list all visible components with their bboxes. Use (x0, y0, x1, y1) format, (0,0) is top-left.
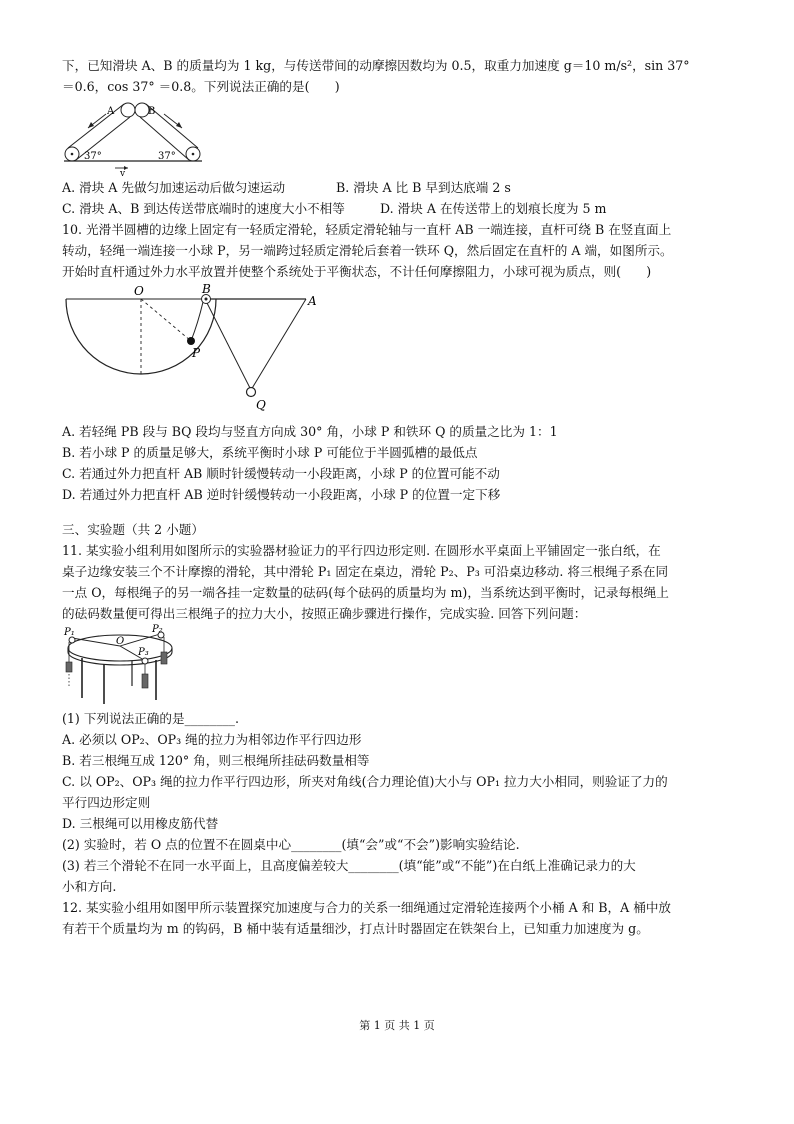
ring-q (247, 388, 256, 397)
label-p3: P₃ (138, 647, 149, 658)
q11-sub-3-line-1: (3) 若三个滑轮不在同一水平面上，且高度偏差较大________(填“能”或“不能”)在白纸上准确记录力的大 (62, 858, 636, 873)
ball-p (187, 337, 195, 345)
q9-stem-line-1: 下，已知滑块 A、B 的质量均为 1 kg，与传送带间的动摩擦因数均为 0.5，取重力加速度 g＝10 m/s²，sin 37° (62, 58, 690, 73)
q11-sub-3-line-2: 小和方向. (62, 879, 117, 894)
q10-stem-line-1: 10. 光滑半圆槽的边缘上固定有一轻质定滑轮，轻质定滑轮轴与一直杆 AB 一端连接，直杆可绕 B 在竖直面上 (62, 222, 672, 237)
q10-stem-line-3: 开始时直杆通过外力水平放置并使整个系统处于平衡状态，不计任何摩擦阻力，小球可视为质点，则( ) (62, 264, 652, 279)
q11-option-a: A. 必须以 OP₂、OP₃ 绳的拉力为相邻边作平行四边形 (62, 732, 362, 747)
angle-left-label: 37° (84, 151, 102, 162)
page-footer: 第 1 页 共 1 页 (359, 1019, 435, 1032)
q9-option-c: C. 滑块 A、B 到达传送带底端时的速度大小不相等 (62, 201, 345, 216)
pulley-p3 (142, 658, 148, 664)
label-p1: P₁ (64, 627, 75, 638)
q12-stem-line-1: 12. 某实验小组用如图甲所示装置探究加速度与合力的关系一细绳通过定滑轮连接两个小桶 A 和 B，A 桶中放 (62, 900, 672, 915)
q10-option-c: C. 若通过外力把直杆 AB 顺时针缓慢转动一小段距离，小球 P 的位置可能不动 (62, 466, 500, 481)
q11-option-c-line-1: C. 以 OP₂、OP₃ 绳的拉力作平行四边形，所夹对角线(合力理论值)大小与 OP₁ 拉力大小相同，则验证了力的 (62, 774, 668, 789)
q11-option-d: D. 三根绳可以用橡皮筋代替 (62, 816, 219, 831)
label-o: O (116, 636, 125, 647)
rope-pb (191, 302, 203, 341)
q12-stem-line-2: 有若干个质量均为 m 的钩码，B 桶中装有适量细沙，打点计时器固定在铁架台上，已知重力加速度为 g。 (62, 921, 649, 936)
q9-conveyor-figure (60, 98, 210, 176)
q9-option-d: D. 滑块 A 在传送带上的划痕长度为 5 m (380, 201, 607, 216)
q11-option-b: B. 若三根绳互成 120° 角，则三根绳所挂砝码数量相等 (62, 753, 370, 768)
label-p: P (192, 346, 201, 360)
q10-semicircle-figure (60, 283, 330, 415)
left-belt-upper (68, 104, 124, 148)
q9-stem-line-2: ＝0.6，cos 37° ＝0.8。下列说法正确的是( ) (62, 79, 340, 94)
label-p2: P₂ (152, 624, 163, 635)
q10-option-b: B. 若小球 P 的质量足够大，系统平衡时小球 P 可能位于半圆弧槽的最低点 (62, 445, 478, 460)
q11-table-figure (60, 624, 180, 706)
velocity-label: v (120, 169, 126, 176)
q11-sub-1: (1) 下列说法正确的是________. (62, 711, 239, 726)
q11-option-c-line-2: 平行四边形定则 (62, 795, 151, 810)
label-o: O (134, 284, 144, 298)
label-a: A (308, 294, 317, 308)
q9-option-a: A. 滑块 A 先做匀加速运动后做匀速运动 (62, 180, 286, 195)
rope-qa (251, 299, 306, 390)
weights-p2 (161, 652, 167, 664)
radius-dashed-line (141, 299, 191, 341)
rope-bq (206, 301, 251, 390)
q11-stem-line-3: 一点 O，每根绳子的另一端各挂一定数量的砝码(每个砝码的质量均为 m)，当系统达到平衡时，记录每根绳上 (62, 585, 669, 600)
q10-option-a: A. 若轻绳 PB 段与 BQ 段均与竖直方向成 30° 角，小球 P 和铁环 Q 的质量之比为 1：1 (62, 424, 558, 439)
q10-stem-line-2: 转动，轻绳一端连接一小球 P，另一端跨过轻质定滑轮后套着一铁环 Q，然后固定在直杆的 A 端，如图所示。 (62, 243, 673, 258)
block-a-label: A (107, 106, 115, 117)
q9-option-b: B. 滑块 A 比 B 早到达底端 2 s (336, 180, 511, 195)
q11-stem-line-4: 的砝码数量便可得出三根绳子的拉力大小，按照正确步骤进行操作，完成实验. 回答下列问题： (62, 606, 587, 621)
block-b-label: B (148, 106, 156, 117)
weights-p1 (66, 662, 72, 672)
q11-sub-2: (2) 实验时，若 O 点的位置不在圆桌中心________(填“会”或“不会”)影响实验结论. (62, 837, 520, 852)
weights-p3 (142, 674, 148, 688)
section-heading: 三、实验题（共 2 小题） (62, 522, 204, 537)
q11-stem-line-1: 11. 某实验小组利用如图所示的实验器材验证力的平行四边形定则. 在圆形水平桌面上平铺固定一张白纸，在 (62, 543, 661, 558)
label-q: Q (256, 398, 266, 412)
q11-stem-line-2: 桌子边缘安装三个不计摩擦的滑轮，其中滑轮 P₁ 固定在桌边，滑轮 P₂、P₃ 可沿桌边移动. 将三根绳子系在同 (62, 564, 669, 579)
q10-option-d: D. 若通过外力把直杆 AB 逆时针缓慢转动一小段距离，小球 P 的位置一定下移 (62, 487, 501, 502)
angle-right-label: 37° (158, 151, 176, 162)
label-b: B (202, 283, 211, 296)
